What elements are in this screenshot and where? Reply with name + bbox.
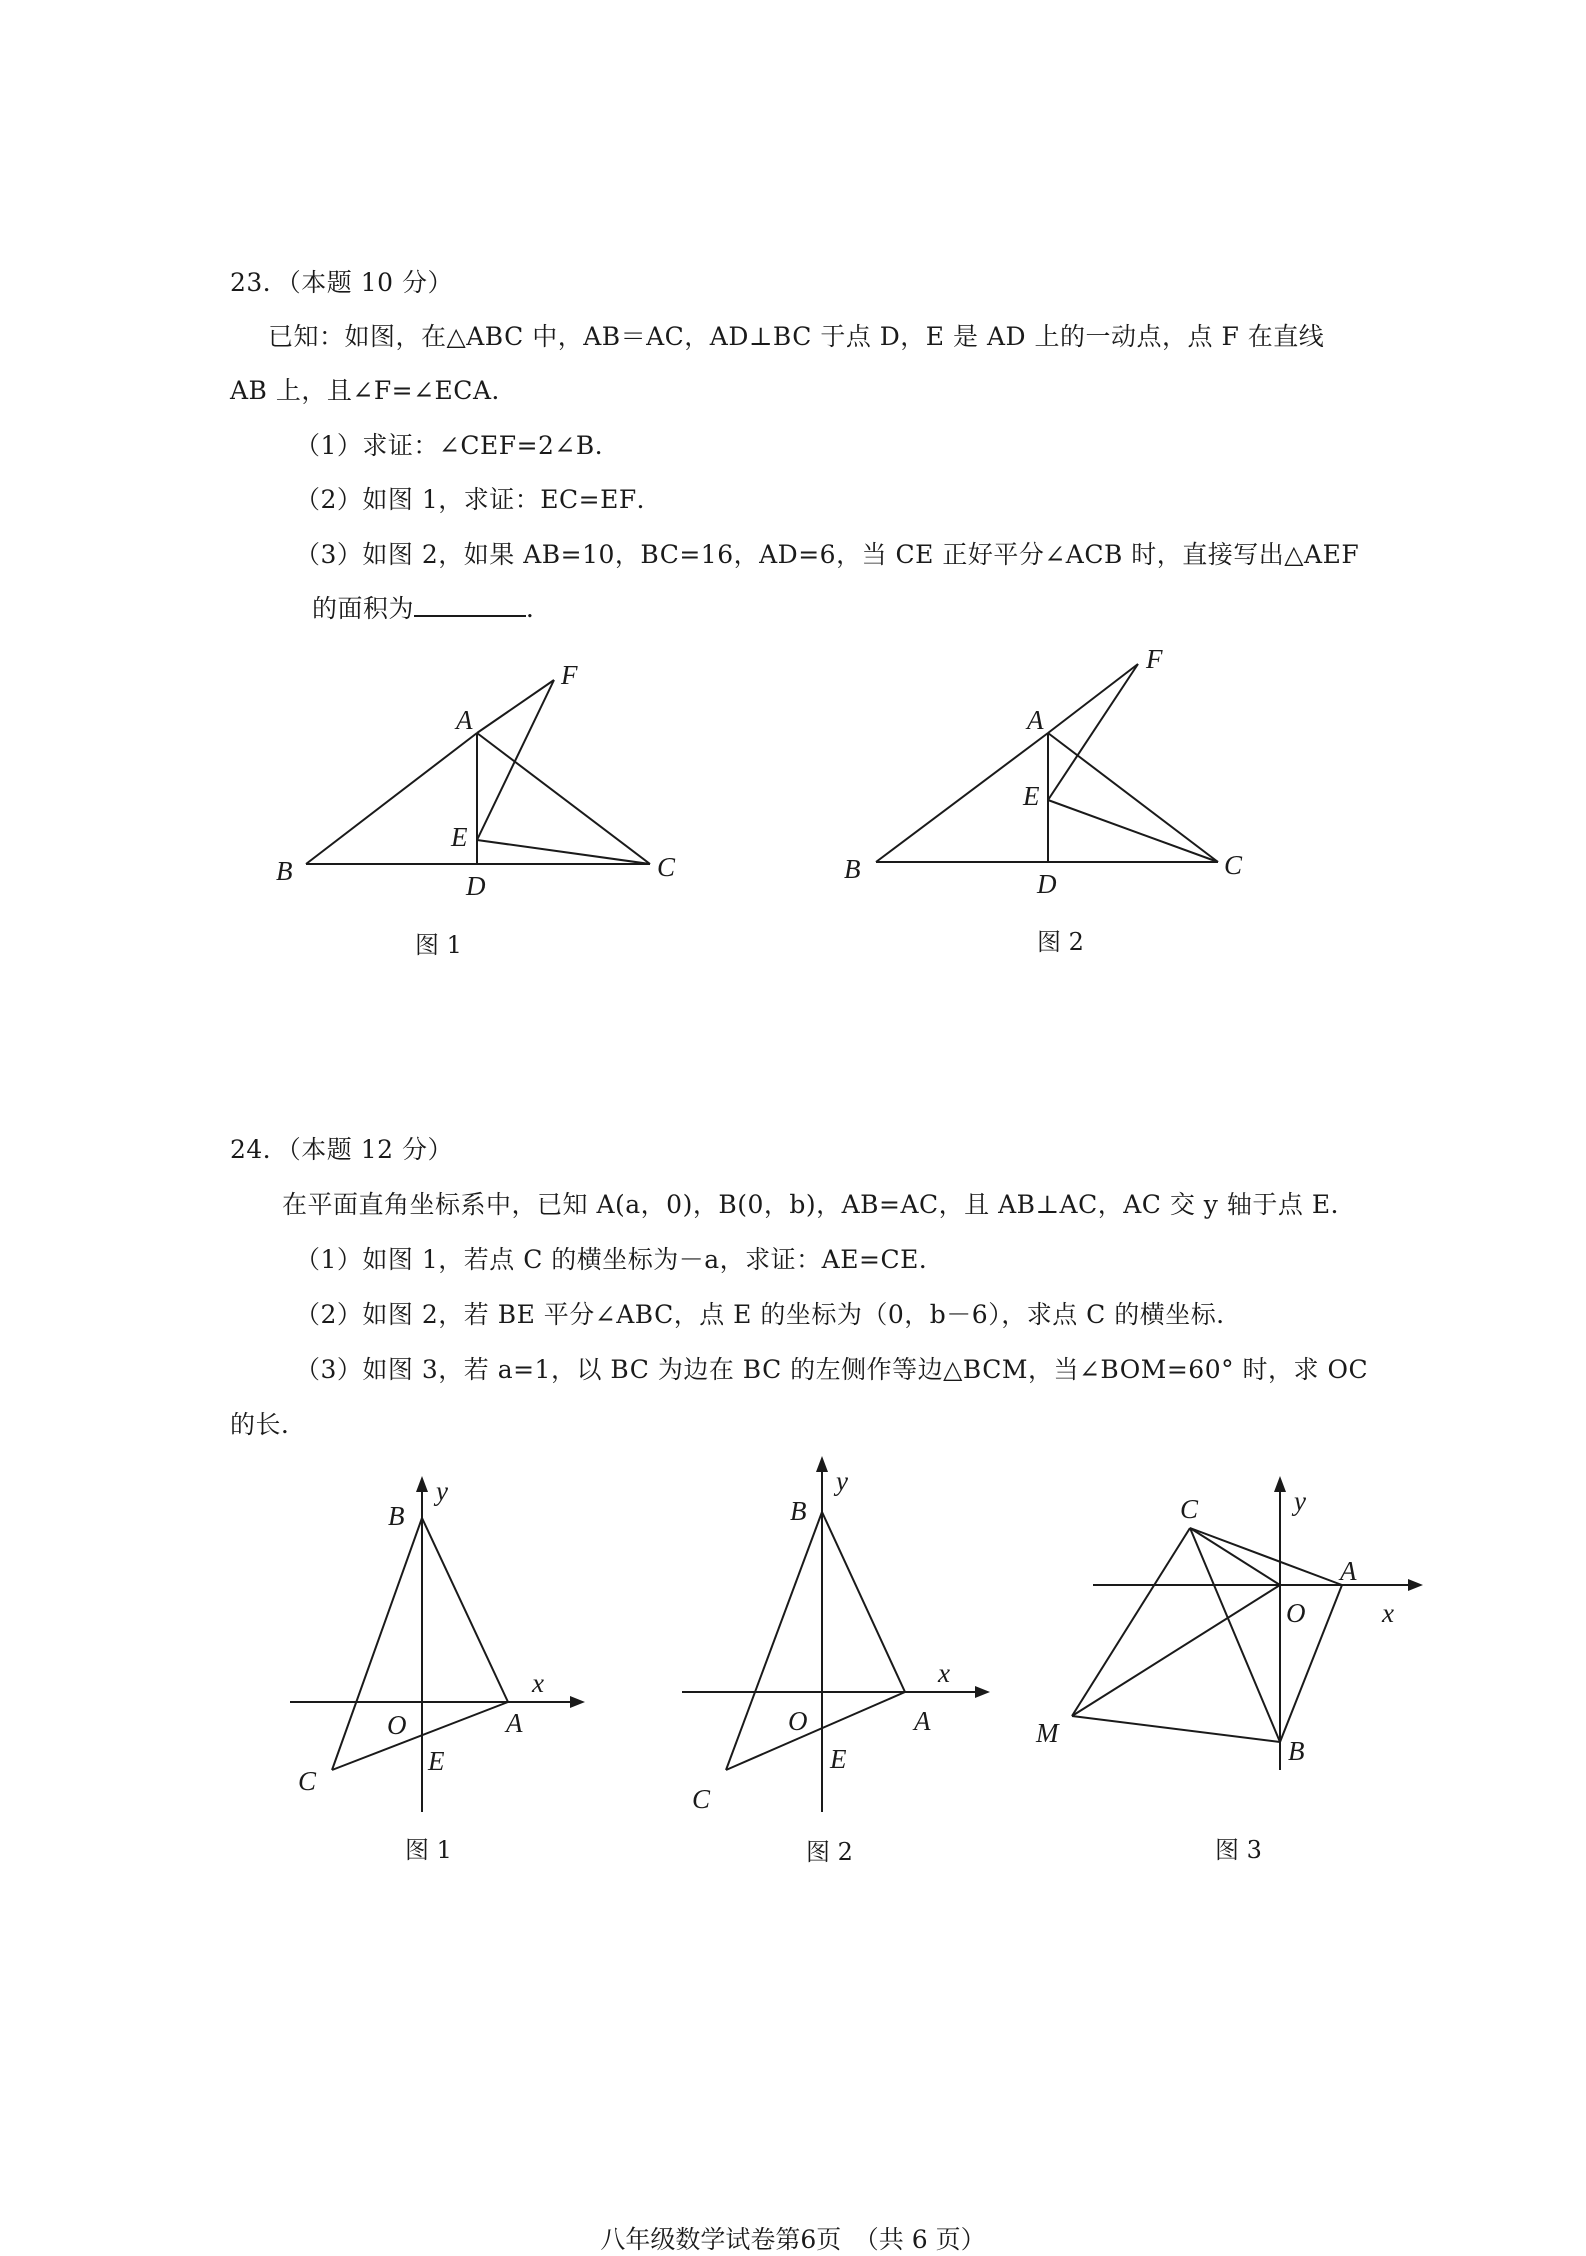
q24-fig3-label-A: A (1340, 1556, 1357, 1586)
q24-part3-line2: 的长． (230, 1410, 307, 1439)
q24-fig1-label-A: A (506, 1708, 523, 1738)
fig2-label-A: A (1027, 705, 1044, 735)
q23-figure-2-caption: 图 2 (1037, 928, 1084, 956)
q23-figure-1-caption: 图 1 (415, 931, 462, 959)
q24-figure-3 (1030, 1470, 1430, 1800)
q23-part3-line1: （3）如图 2，如果 AB=10，BC=16，AD=6，当 CE 正好平分∠ACB 时，直接写出△AEF (295, 540, 1360, 569)
q23-figure-1 (260, 650, 700, 910)
q24-part1: （1）如图 1，若点 C 的横坐标为－a，求证：AE=CE． (295, 1245, 945, 1274)
q24-fig1-label-B: B (388, 1501, 405, 1531)
q24-fig2-label-x: x (938, 1658, 950, 1688)
q24-figure-1 (270, 1470, 590, 1820)
q24-part3-line1: （3）如图 3，若 a=1，以 BC 为边在 BC 的左侧作等边△BCM，当∠BOM=60° 时，求 OC (295, 1355, 1369, 1384)
fig2-label-D: D (1037, 869, 1057, 899)
fig2-label-C: C (1224, 850, 1243, 880)
fig1-label-E: E (451, 822, 468, 852)
q24-fig2-label-A: A (914, 1706, 931, 1736)
q24-fig1-label-y: y (436, 1476, 448, 1506)
q24-fig2-label-C: C (692, 1784, 711, 1814)
fig2-label-B: B (844, 854, 861, 884)
q23-part3-line2 (312, 589, 552, 625)
fig1-label-D: D (466, 871, 486, 901)
q24-figure-2 (670, 1450, 1000, 1820)
fig1-label-C: C (657, 852, 676, 882)
q24-fig3-label-M: M (1036, 1718, 1059, 1748)
page-footer: 八年级数学试卷第6页 （共 6 页） (600, 2225, 986, 2254)
q23-part3-suffix: ． (526, 594, 552, 623)
fig2-label-F: F (1146, 644, 1163, 674)
answer-blank[interactable] (414, 593, 526, 617)
q24-header: 24．（本题 12 分） (230, 1135, 454, 1164)
q23-stem-line1: 已知：如图，在△ABC 中，AB＝AC，AD⊥BC 于点 D，E 是 AD 上的一动点，点 F 在直线 (268, 322, 1325, 351)
q24-fig1-label-E: E (428, 1746, 445, 1776)
q24-fig1-label-O: O (387, 1710, 407, 1740)
q24-fig3-label-C: C (1180, 1494, 1199, 1524)
q24-figure-2-caption: 图 2 (806, 1838, 853, 1866)
q24-stem: 在平面直角坐标系中，已知 A(a，0)，B(0，b)，AB=AC，且 AB⊥AC，AC 交 y 轴于点 E． (282, 1190, 1357, 1219)
q24-figure-3-caption: 图 3 (1215, 1836, 1262, 1864)
q23-header: 23．（本题 10 分） (230, 268, 454, 297)
q23-part3-prefix: 的面积为 (312, 594, 415, 623)
q24-part2: （2）如图 2，若 BE 平分∠ABC，点 E 的坐标为（0，b－6），求点 C 的横坐标． (295, 1300, 1242, 1329)
q24-fig1-label-C: C (298, 1766, 317, 1796)
q24-fig3-label-x: x (1382, 1598, 1394, 1628)
fig2-label-E: E (1023, 781, 1040, 811)
q23-part2: （2）如图 1，求证：EC=EF． (295, 485, 663, 514)
fig1-label-A: A (456, 705, 473, 735)
fig1-label-F: F (561, 660, 578, 690)
q24-fig2-label-y: y (836, 1466, 848, 1496)
fig1-label-B: B (276, 856, 293, 886)
q24-fig2-label-E: E (830, 1744, 847, 1774)
q23-stem-line2: AB 上，且∠F=∠ECA． (230, 376, 517, 405)
q23-part1: （1）求证：∠CEF=2∠B． (295, 431, 621, 460)
q23-figure-2 (830, 640, 1270, 900)
q24-fig2-label-B: B (790, 1496, 807, 1526)
q24-fig1-label-x: x (532, 1668, 544, 1698)
q24-fig2-label-O: O (788, 1706, 808, 1736)
q24-figure-1-caption: 图 1 (405, 1836, 452, 1864)
q24-fig3-label-O: O (1286, 1598, 1306, 1628)
q24-fig3-label-B: B (1288, 1736, 1305, 1766)
q24-fig3-label-y: y (1294, 1486, 1306, 1516)
